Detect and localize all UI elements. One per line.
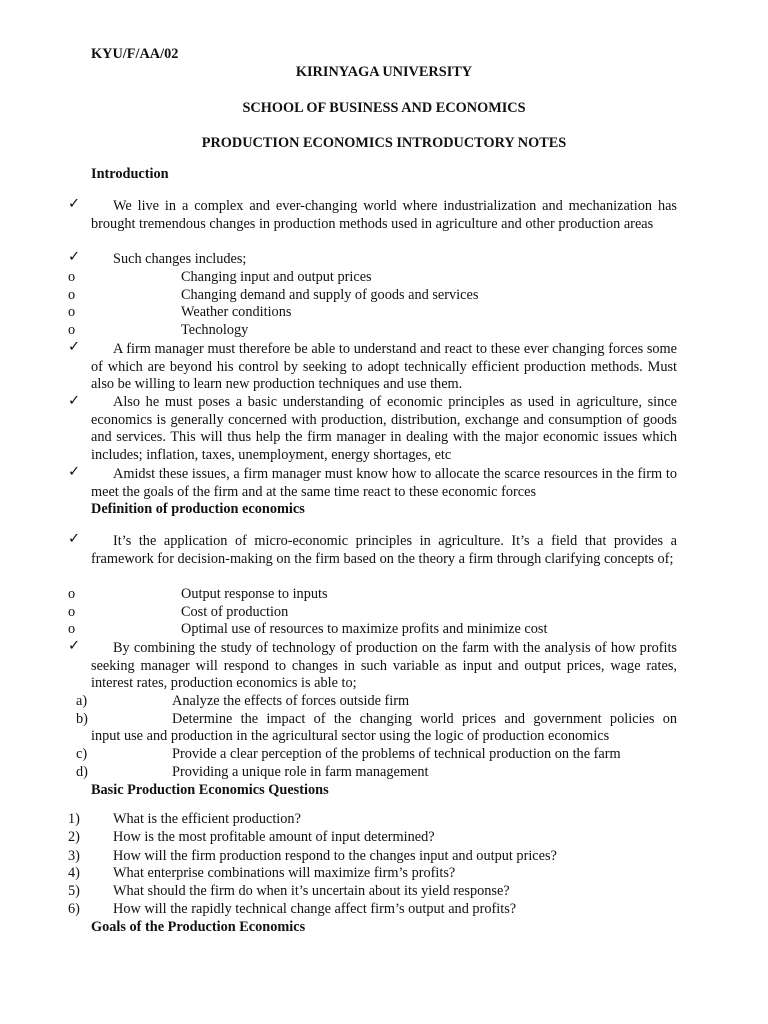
circle-bullet-icon: o: [68, 621, 76, 637]
intro-p2-text: Such changes includes;: [113, 251, 247, 267]
definition-heading: Definition of production economics: [91, 501, 305, 517]
concept-item: Output response to inputs: [181, 586, 328, 602]
document-code: KYU/F/AA/02: [91, 46, 179, 62]
check-mark-icon: ✓: [68, 339, 80, 355]
definition-p1-text: It’s the application of micro-economic principles in agriculture. It’s a field that provides a framework for decision-making on the firm based on the theory a firm through clarifying concepts of;: [91, 533, 677, 567]
change-item: Weather conditions: [181, 304, 292, 320]
question-text: How will the firm production respond to the changes input and output prices?: [113, 848, 557, 864]
check-mark-icon: ✓: [68, 249, 80, 265]
circle-bullet-icon: o: [68, 304, 76, 320]
check-mark-icon: ✓: [68, 531, 80, 547]
concept-item: Optimal use of resources to maximize profits and minimize cost: [181, 621, 548, 637]
check-mark-icon: ✓: [68, 196, 80, 212]
concept-item: Cost of production: [181, 604, 289, 620]
question-text: What should the firm do when it’s uncertain about its yield response?: [113, 883, 510, 899]
question-number: 4): [68, 865, 80, 881]
intro-p5-text: Amidst these issues, a firm manager must know how to allocate the scarce resources in the firm to meet the goals of the firm and at the same time react to these economic forces: [91, 466, 677, 500]
ability-text: Provide a clear perception of the problems of technical production on the farm: [172, 746, 621, 762]
question-number: 5): [68, 883, 80, 899]
circle-bullet-icon: o: [68, 604, 76, 620]
questions-heading: Basic Production Economics Questions: [91, 782, 329, 798]
question-text: What enterprise combinations will maximize firm’s profits?: [113, 865, 456, 881]
question-number: 6): [68, 901, 80, 917]
ability-letter: a): [76, 693, 88, 709]
intro-paragraph-1: [91, 198, 677, 233]
question-text: How is the most profitable amount of input determined?: [113, 829, 435, 845]
check-mark-icon: ✓: [68, 638, 80, 654]
intro-paragraph-5: [91, 466, 677, 501]
intro-paragraph-2: [91, 251, 677, 269]
change-item: Changing input and output prices: [181, 269, 372, 285]
question-number: 2): [68, 829, 80, 845]
question-number: 3): [68, 848, 80, 864]
intro-p4-text: Also he must poses a basic understanding of economic principles as used in agriculture, since economics is generally concerned with production, distribution, exchange and consumption of goods and services. This will thus help the firm manager in dealing with the major economic issues which includes; inflation, taxes, unemployment, energy shortages, etc: [91, 394, 677, 463]
circle-bullet-icon: o: [68, 269, 76, 285]
ability-letter: c): [76, 746, 88, 762]
question-text: What is the efficient production?: [113, 811, 301, 827]
circle-bullet-icon: o: [68, 287, 76, 303]
definition-p2-text: By combining the study of technology of production on the farm with the analysis of how profits seeking manager will respond to changes in such variable as input and output prices, wage rates, interest rates, production economics is able to;: [91, 640, 677, 692]
definition-paragraph-2: [91, 640, 677, 693]
ability-text-continued: input use and production in the agricultural sector using the logic of production economics: [91, 728, 610, 744]
intro-p3-text: A firm manager must therefore be able to understand and react to these ever changing forces some of which are beyond his control by seeking to adopt technically efficient production methods. Must also be willing to learn new production techniques and use them.: [91, 341, 677, 393]
introduction-heading: Introduction: [91, 166, 169, 182]
intro-p1-text: We live in a complex and ever-changing world where industrialization and mechanization has brought tremendous changes in production methods used in agriculture and other production areas: [91, 198, 677, 232]
ability-text: Analyze the effects of forces outside firm: [172, 693, 410, 709]
ability-letter: d): [76, 764, 88, 780]
definition-paragraph-1: [91, 533, 677, 568]
change-item: Changing demand and supply of goods and services: [181, 287, 479, 303]
goals-heading: Goals of the Production Economics: [91, 919, 306, 935]
ability-letter: b): [76, 711, 88, 727]
ability-text: Providing a unique role in farm management: [172, 764, 429, 780]
intro-paragraph-3: [91, 341, 677, 394]
check-mark-icon: ✓: [68, 393, 80, 409]
circle-bullet-icon: o: [68, 586, 76, 602]
change-item: Technology: [181, 322, 249, 338]
intro-paragraph-4: [91, 394, 677, 464]
question-text: How will the rapidly technical change affect firm’s output and profits?: [113, 901, 517, 917]
circle-bullet-icon: o: [68, 322, 76, 338]
school-title: SCHOOL OF BUSINESS AND ECONOMICS: [242, 100, 526, 116]
check-mark-icon: ✓: [68, 464, 80, 480]
page-title: PRODUCTION ECONOMICS INTRODUCTORY NOTES: [201, 135, 567, 151]
university-title: KIRINYAGA UNIVERSITY: [295, 64, 473, 80]
question-number: 1): [68, 811, 80, 827]
ability-text: Determine the impact of the changing world prices and government policies on: [172, 711, 677, 727]
